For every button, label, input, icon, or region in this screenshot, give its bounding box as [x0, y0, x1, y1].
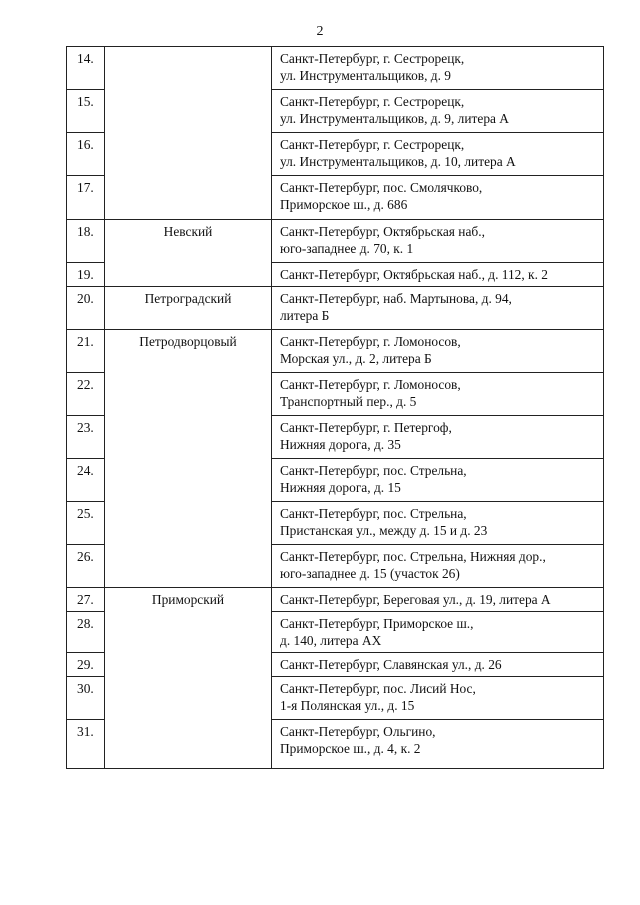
row-number: 31. — [67, 720, 105, 769]
table-row — [67, 47, 604, 90]
row-number: 25. — [67, 502, 105, 545]
row-number: 28. — [67, 612, 105, 653]
row-number: 16. — [67, 133, 105, 176]
address-cell: Санкт-Петербург, Октябрьская наб., юго-западнее д. 70, к. 1 — [272, 220, 604, 263]
row-number: 27. — [67, 588, 105, 612]
district-cell — [105, 47, 272, 220]
row-number: 22. — [67, 373, 105, 416]
row-number: 30. — [67, 677, 105, 720]
address-cell: Санкт-Петербург, г. Сестрорецк, ул. Инструментальщиков, д. 9 — [272, 47, 604, 90]
address-cell: Санкт-Петербург, пос. Стрельна, Нижняя дорога, д. 15 — [272, 459, 604, 502]
address-table — [66, 46, 604, 769]
address-cell: Санкт-Петербург, Октябрьская наб., д. 112, к. 2 — [272, 263, 604, 287]
address-cell: Санкт-Петербург, г. Сестрорецк, ул. Инструментальщиков, д. 10, литера А — [272, 133, 604, 176]
page-number: 2 — [316, 24, 324, 39]
table-row — [67, 220, 604, 263]
row-number: 21. — [67, 330, 105, 373]
district-cell: Петроградский — [105, 287, 272, 330]
row-number: 20. — [67, 287, 105, 330]
address-cell: Санкт-Петербург, наб. Мартынова, д. 94, литера Б — [272, 287, 604, 330]
row-number: 17. — [67, 176, 105, 220]
row-number: 23. — [67, 416, 105, 459]
row-number: 19. — [67, 263, 105, 287]
row-number: 24. — [67, 459, 105, 502]
row-number: 18. — [67, 220, 105, 263]
address-cell: Санкт-Петербург, Славянская ул., д. 26 — [272, 653, 604, 677]
row-number: 15. — [67, 90, 105, 133]
district-cell: Невский — [105, 220, 272, 287]
table-row — [67, 287, 604, 330]
table-row — [67, 330, 604, 373]
address-cell: Санкт-Петербург, пос. Стрельна, Пристанская ул., между д. 15 и д. 23 — [272, 502, 604, 545]
address-cell: Санкт-Петербург, г. Ломоносов, Транспортный пер., д. 5 — [272, 373, 604, 416]
address-cell: Санкт-Петербург, Береговая ул., д. 19, литера А — [272, 588, 604, 612]
address-cell: Санкт-Петербург, пос. Смолячково, Приморское ш., д. 686 — [272, 176, 604, 220]
address-cell: Санкт-Петербург, Приморское ш., д. 140, литера АХ — [272, 612, 604, 653]
row-number: 29. — [67, 653, 105, 677]
district-cell: Приморский — [105, 588, 272, 769]
address-cell: Санкт-Петербург, г. Сестрорецк, ул. Инструментальщиков, д. 9, литера А — [272, 90, 604, 133]
row-number: 26. — [67, 545, 105, 588]
address-cell: Санкт-Петербург, пос. Лисий Нос, 1-я Полянская ул., д. 15 — [272, 677, 604, 720]
address-cell: Санкт-Петербург, пос. Стрельна, Нижняя дор., юго-западнее д. 15 (участок 26) — [272, 545, 604, 588]
address-cell: Санкт-Петербург, Ольгино, Приморское ш., д. 4, к. 2 — [272, 720, 604, 769]
address-cell: Санкт-Петербург, г. Петергоф, Нижняя дорога, д. 35 — [272, 416, 604, 459]
district-cell: Петродворцовый — [105, 330, 272, 588]
address-cell: Санкт-Петербург, г. Ломоносов, Морская ул., д. 2, литера Б — [272, 330, 604, 373]
row-number: 14. — [67, 47, 105, 90]
table-row — [67, 588, 604, 612]
